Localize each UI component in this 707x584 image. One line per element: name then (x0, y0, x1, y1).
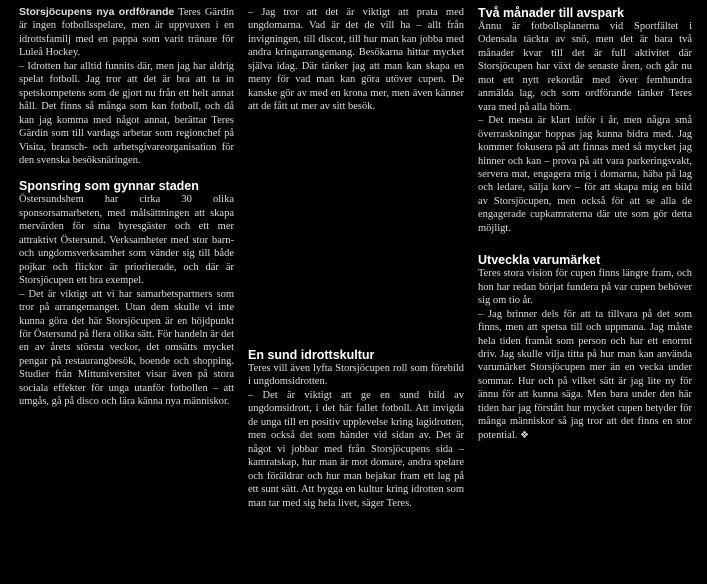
section-heading-kickoff: Två månader till avspark (478, 6, 624, 20)
quote-6-text: – Jag brinner dels för att ta tillvara på det som finns, men att spetsa till och uppmana. Jag måste hela tiden framåt som person och har ett enormt driv. Jag skulle vilja titta på hur man kan använda varumärket Storsjöcupen mer än en vecka under sommar. Hur och på vilket sätt är jag lite ny för ännu för att kunna säga. Men bara under den här tiden har jag förstått hur mycket cupen betyder för många människor så jag tror att det finns en stor potential. (478, 308, 692, 441)
article-column-1 (19, 6, 234, 584)
intro-text: Teres Gärdin är ingen fotbollsspelare, men är uppvuxen i en idrottsfamilj med en pappa som varit tränare för Luleå Hockey. (19, 7, 234, 59)
article-column-3 (478, 6, 692, 584)
lead-name: Storsjöcupens nya ordförande (19, 6, 175, 18)
article-column-2 (248, 6, 464, 584)
paragraph-quote-5: – Det mesta är klart inför i år, men några små överraskningar hoppas jag kunna bidra med. Jag kommer fokusera på att finnas med så mycket jag hinner och kan – prova på att vara parkeringsvakt, servera mat, engagera mig i domarna, häba på lag och ledare, sälja korv – för att skapa mig en bild av Storsjöcupen, men också för att se alla de engagerade cupkamraterna där ute som gör detta möjligt. (478, 115, 692, 234)
paragraph-intro (19, 6, 234, 60)
section-heading-sponsorship: Sponsring som gynnar staden (19, 179, 199, 194)
paragraph-quote-2: – Det är viktigt att vi har samarbetspartners som tror på arrangemanget. Utan dem skulle vi inte kunna göra det här Storsjöcupen är en höjdpunkt för Östersund på flera olika sätt. För handeln är det en av årets största veckor, det omsätts mycket pengar på restaurangbesök, boende och shopping. Studier från Mittuniversitet visar även på stora sociala effekter för unga utanför fotbollen – att umgås, gå på disco och lära känna nya människor. (19, 288, 234, 408)
paragraph-quote-3: – Jag tror att det är viktigt att prata med ungdomarna. Vad är det de vill ha – allt från invigningen, till discot, till hur man kan jobba med andra kringarrangemang. Besökarna hittar mycket själva idag. Där tänker jag att man kan skapa en meny för vad man kan göra utöver cupen. De kanske gör av med en krona mer, men även känner att de fått ut mer av sitt besök. (248, 7, 464, 113)
paragraph-quote-6 (478, 308, 692, 443)
sports-culture-body (248, 362, 464, 510)
section-heading-brand: Utveckla varumärket (478, 253, 601, 268)
paragraph-quote-4: – Det är viktigt att ge en sund bild av ungdomsidrott, i det här fallet fotboll. Att invigda de unga till en positiv upplevelse kring lagidrotten, men också det som händer vid sidan av. Det är något vi jobbar med från Storsjöcupens sida – kamratskap, hur man är mot domare, andra spelare och föräldrar och hur man bejakar fram ett lag på ett sunt sätt. Att bygga en kultur kring idrotten som man tar med sig hela livet, säger Teres. (248, 389, 464, 509)
paragraph-sponsorship: Östersundshem har cirka 30 olika sponsorsamarbeten, med målsättningen att skapa mervärden för sina hyresgäster och ett mer attraktivt Östersund. Verksamheter med stor barn- och ungdomsverksamhet som vänder sig till både pojkar och flickor är prioriterade, och där är Storsjöcupen ett bra exempel. (19, 194, 234, 287)
paragraph-role-model: Teres vill även lyfta Storsjöcupen roll som förebild i ungdomsidrotten. (248, 363, 464, 388)
paragraph-kickoff: Ännu är fotbollsplanerna vid Sportfältet i Odensala täckta av snö, men det är bara två månader kvar till det är full aktivitet där Storsjöcupen har växt de senaste åren, och går nu mot ett nytt rekordår med över femhundra anmälda lag, och som ordförande tänker Teres vara med på alla hörn. (478, 21, 692, 113)
section-heading-sports-culture: En sund idrottskultur (248, 348, 375, 362)
paragraph-vision: Teres stora vision för cupen finns längre fram, och hon har redan börjat fundera på var cupen behöver sig om tio år. (478, 268, 692, 307)
paragraph-quote-1: – Idrotten har alltid funnits där, men jag har aldrig spelat fotboll. Jag tror att det är bra att ta in spetskompetens som de gjort nu från ett helt annat håll. Det finns så många som kan fotboll, och då kan jag komma med något annat, berättar Teres Gärdin som till vardags arbetar som regionchef på Visita, bransch- och arbetsgivareorganisation för den svenska besöksnäringen. (19, 60, 234, 166)
end-mark-icon: ❖ (520, 429, 529, 441)
